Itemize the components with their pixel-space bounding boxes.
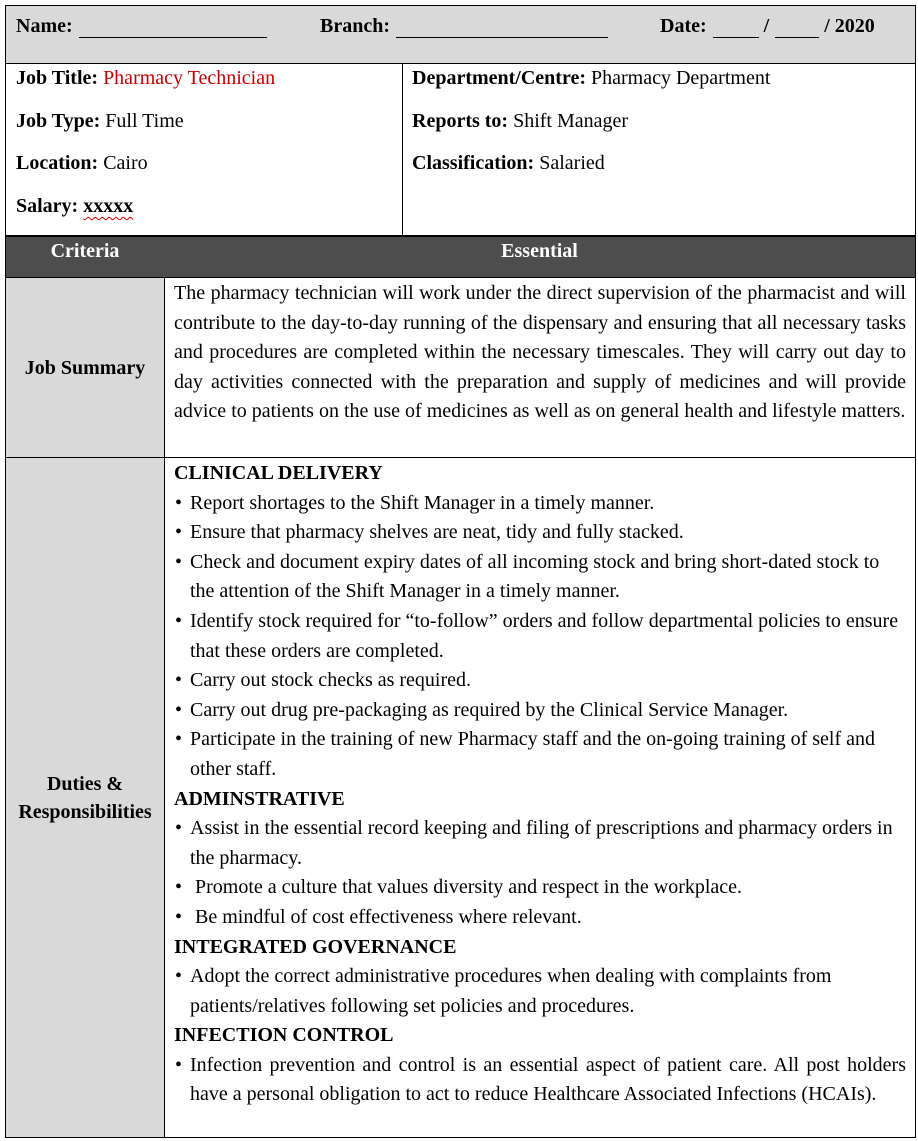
job-type-row	[16, 110, 184, 133]
job-title-value: Pharmacy Technician	[103, 67, 276, 89]
date-month-blank[interactable]	[775, 18, 819, 38]
salary-value: xxxxx	[83, 195, 134, 217]
list-item: • Be mindful of cost effectiveness where relevant.	[174, 903, 906, 933]
bullet-icon: •	[175, 876, 183, 899]
department-row	[412, 67, 770, 90]
location-row	[16, 152, 148, 175]
bullet-icon: •	[175, 491, 183, 514]
reports-to-label: Reports to:	[412, 110, 509, 132]
salary-label: Salary:	[16, 195, 79, 217]
essential-column-header: Essential	[501, 240, 578, 262]
job-title-label: Job Title:	[16, 67, 99, 89]
date-separator: /	[763, 15, 770, 37]
job-info-right-column	[402, 64, 915, 235]
list-item: • Check and document expiry dates of all incoming stock and bring short-dated stock to the attention of the Shift Manager in a timely manner.	[174, 548, 906, 607]
table-header-row	[5, 236, 916, 278]
list-item: • Participate in the training of new Pharmacy staff and the on-going training of self and other staff.	[174, 725, 906, 784]
bullet-icon: •	[175, 1053, 183, 1076]
section-title-administrative: ADMINSTRATIVE	[174, 787, 345, 810]
branch-label: Branch:	[320, 15, 390, 37]
job-type-label: Job Type:	[16, 110, 101, 132]
bullet-icon: •	[175, 905, 183, 928]
location-value: Cairo	[103, 152, 148, 174]
job-info-block	[5, 64, 916, 236]
job-summary-label: Job Summary	[6, 278, 165, 457]
list-item: • Infection prevention and control is an essential aspect of patient care. All post holders have a personal obligation to act to reduce Healthcare Associated Infections (HCAIs).	[174, 1051, 906, 1110]
list-item: • Identify stock required for “to-follow” orders and follow departmental policies to ensure that these orders are completed.	[174, 607, 906, 666]
job-summary-text: The pharmacy technician will work under the direct supervision of the pharmacist and will contribute to the day-to-day running of the dispensary and ensuring that all necessary tasks and procedures are completed within the necessary timescales. They will carry out day to day activities connected with the preparation and supply of medicines and will provide advice to patients on the use of medicines as well as on general health and lifestyle matters.	[174, 282, 906, 423]
bullet-icon: •	[175, 521, 183, 544]
bullet-icon: •	[175, 728, 183, 751]
duties-row	[5, 458, 916, 1138]
bullet-icon: •	[175, 817, 183, 840]
job-title-row	[16, 67, 275, 90]
job-summary-row	[5, 278, 916, 458]
list-item: • Adopt the correct administrative procedures when dealing with complaints from patients/relatives following set policies and procedures.	[174, 962, 906, 1021]
criteria-column-header: Criteria	[50, 240, 120, 262]
list-item: • Carry out stock checks as required.	[174, 666, 906, 696]
reports-to-value: Shift Manager	[513, 110, 629, 132]
reports-to-row	[412, 110, 628, 133]
date-year: 2020	[834, 15, 875, 37]
branch-field-group	[320, 15, 608, 38]
name-field-group	[16, 15, 267, 38]
classification-label: Classification:	[412, 152, 535, 174]
list-item: • Assist in the essential record keeping and filing of prescriptions and pharmacy orders in the pharmacy.	[174, 814, 906, 873]
date-day-blank[interactable]	[713, 18, 759, 38]
list-item: • Report shortages to the Shift Manager in a timely manner.	[174, 489, 906, 519]
name-blank-line[interactable]	[79, 18, 267, 38]
bullet-icon: •	[175, 965, 183, 988]
bullet-icon: •	[175, 550, 183, 573]
date-label: Date:	[660, 15, 707, 37]
list-item: • Ensure that pharmacy shelves are neat, tidy and fully stacked.	[174, 518, 906, 548]
list-item: • Carry out drug pre-packaging as required by the Clinical Service Manager.	[174, 696, 906, 726]
name-label: Name:	[16, 15, 73, 37]
duties-label-line-2: Responsibilities	[18, 800, 152, 823]
duties-content	[174, 459, 906, 1110]
job-type-value: Full Time	[105, 110, 184, 132]
date-field-group	[660, 15, 875, 38]
duties-label	[6, 458, 165, 1137]
bullet-icon: •	[175, 669, 183, 692]
form-header-row	[5, 5, 916, 64]
section-title-integrated-governance: INTEGRATED GOVERNANCE	[174, 935, 457, 958]
bullet-icon: •	[175, 609, 183, 632]
list-item: • Promote a culture that values diversity and respect in the workplace.	[174, 873, 906, 903]
location-label: Location:	[16, 152, 99, 174]
department-label: Department/Centre:	[412, 67, 587, 89]
bullet-icon: •	[175, 698, 183, 721]
branch-blank-line[interactable]	[396, 18, 608, 38]
duties-label-line-1: Duties &	[46, 772, 124, 795]
section-title-infection-control: INFECTION CONTROL	[174, 1024, 394, 1047]
classification-value: Salaried	[539, 152, 605, 174]
date-separator: /	[824, 15, 830, 37]
section-title-clinical-delivery: CLINICAL DELIVERY	[174, 462, 383, 484]
classification-row	[412, 152, 605, 175]
department-value: Pharmacy Department	[591, 67, 771, 89]
salary-row	[16, 195, 133, 218]
job-info-left-column	[6, 64, 403, 235]
